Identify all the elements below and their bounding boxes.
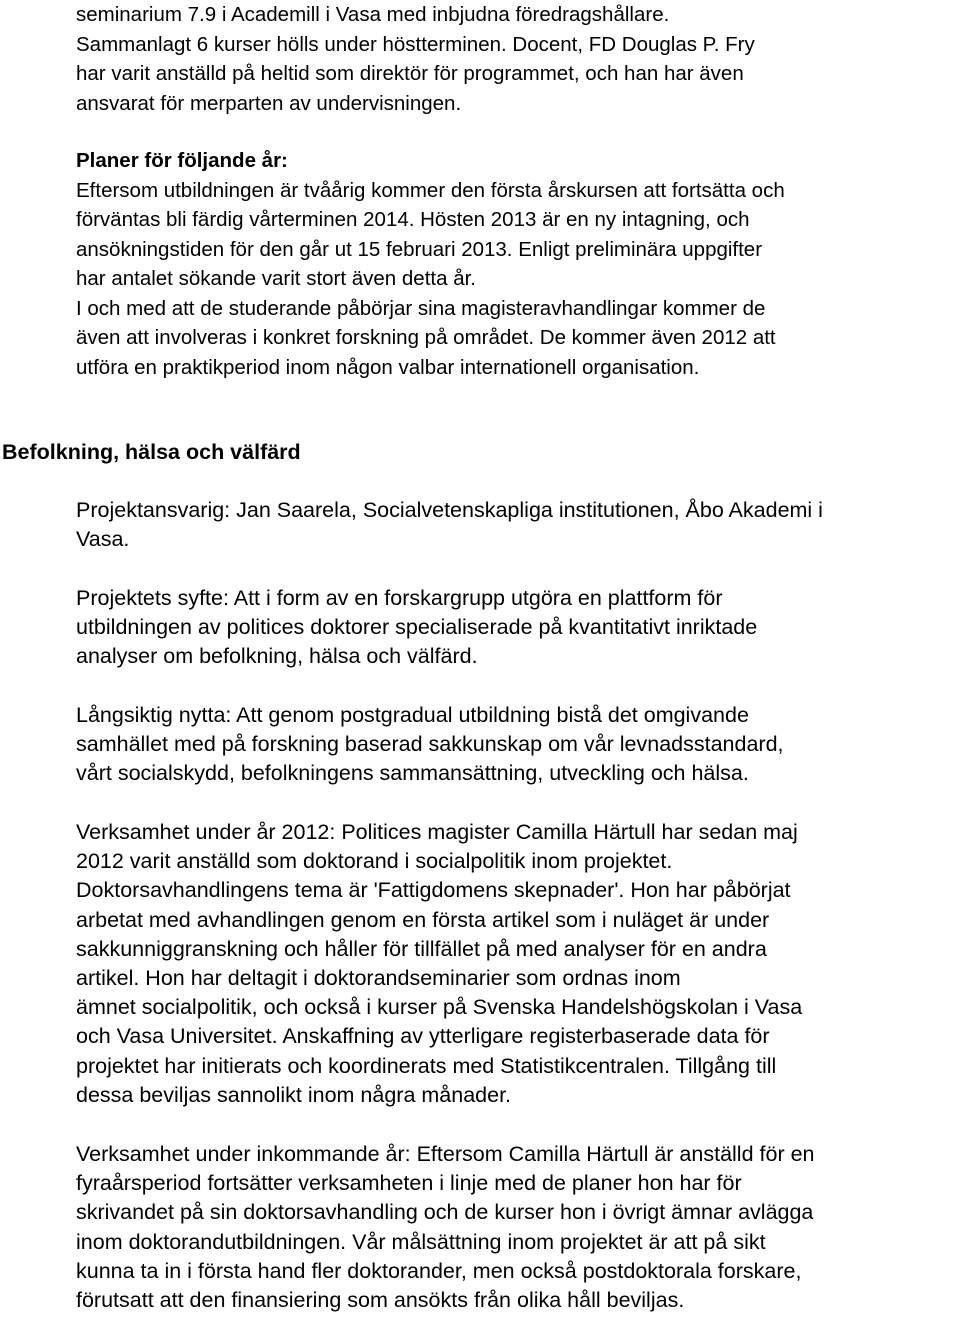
plans-paragraph [76,146,956,382]
text-line: förväntas bli färdig vårterminen 2014. Hösten 2013 är en ny intagning, och [76,208,750,231]
text-line: kunna ta in i första hand fler doktorander, men också postdoktorala forskare, [76,1258,802,1283]
intro-paragraph [76,0,956,118]
text-line: arbetat med avhandlingen genom en första artikel som i nuläget är under [76,907,770,932]
text-line: vårt socialskydd, befolkningens sammansättning, utveckling och hälsa. [76,761,749,786]
text-line: förutsatt att den finansiering som ansökts från olika håll beviljas. [76,1288,685,1313]
text-line: artikel. Hon har deltagit i doktorandseminarier som ordnas inom [76,966,681,991]
text-line: skrivandet på sin doktorsavhandling och de kurser hon i övrigt ämnar avlägga [76,1200,814,1225]
section-title: Befolkning, hälsa och välfärd [2,440,301,464]
text-line: Eftersom utbildningen är tvåårig kommer den första årskursen att fortsätta och [76,178,785,202]
text-line: utbildningen av politices doktorer specialiserade på kvantitativt inriktade [76,615,758,640]
text-line: Doktorsavhandlingens tema är 'Fattigdomens skepnader'. Hon har påbörjat [76,878,791,903]
text-line: analyser om befolkning, hälsa och välfärd. [76,644,478,669]
text-line: fyraårsperiod fortsätter verksamheten i linje med de planer hon har för [76,1171,742,1196]
text-line: även att involveras i konkret forskning på området. De kommer även 2012 att [76,326,776,349]
project-purpose-paragraph [76,584,956,672]
text-line: sakkunniggranskning och håller för tillfället på med analyser för en andra [76,936,767,961]
text-line: har varit anställd på heltid som direktör för programmet, och han har även [76,62,744,85]
text-line: I och med att de studerande påbörjar sina magisteravhandlingar kommer de [76,296,766,320]
text-line: inom doktorandutbildningen. Vår målsättning inom projektet är att på sikt [76,1229,766,1254]
upcoming-activity-paragraph [76,1140,956,1315]
text-line: Projektets syfte: Att i form av en forskargrupp utgöra en plattform för [76,586,723,610]
plans-heading: Planer för följande år: [76,149,288,172]
project-lead-paragraph [76,496,956,554]
activity-2012-paragraph [76,818,956,1110]
text-line: Sammanlagt 6 kurser hölls under höstterminen. Docent, FD Douglas P. Fry [76,32,755,56]
text-line: Vasa. [76,527,130,552]
text-line: projektet har initierats och koordinerats med Statistikcentralen. Tillgång till [76,1053,777,1078]
text-line: utföra en praktikperiod inom någon valbar internationell organisation. [76,355,700,379]
text-line: 2012 varit anställd som doktorand i socialpolitik inom projektet. [76,849,673,874]
text-line: ämnet socialpolitik, och också i kurser på Svenska Handelshögskolan i Vasa [76,995,803,1020]
text-line: har antalet sökande varit stort även detta år. [76,267,476,290]
text-line: Projektansvarig: Jan Saarela, Socialvetenskapliga institutionen, Åbo Akademi i [76,498,823,522]
text-line: Verksamhet under år 2012: Politices magister Camilla Härtull har sedan maj [76,820,798,844]
text-line: samhället med på forskning baserad sakkunskap om vår levnadsstandard, [76,732,784,757]
text-line: ansvarat för merparten av undervisningen. [76,91,462,115]
text-line: seminarium 7.9 i Academill i Vasa med inbjudna föredragshållare. [76,3,670,26]
long-term-benefit-paragraph [76,701,956,789]
text-line: ansökningstiden för den går ut 15 februari 2013. Enligt preliminära uppgifter [76,237,763,261]
text-line: Långsiktig nytta: Att genom postgradual utbildning bistå det omgivande [76,703,749,727]
text-line: Verksamhet under inkommande år: Eftersom Camilla Härtull är anställd för en [76,1142,815,1166]
text-line: och Vasa Universitet. Anskaffning av ytterligare registerbaserade data för [76,1024,770,1049]
text-line: dessa beviljas sannolikt inom några månader. [76,1082,512,1107]
